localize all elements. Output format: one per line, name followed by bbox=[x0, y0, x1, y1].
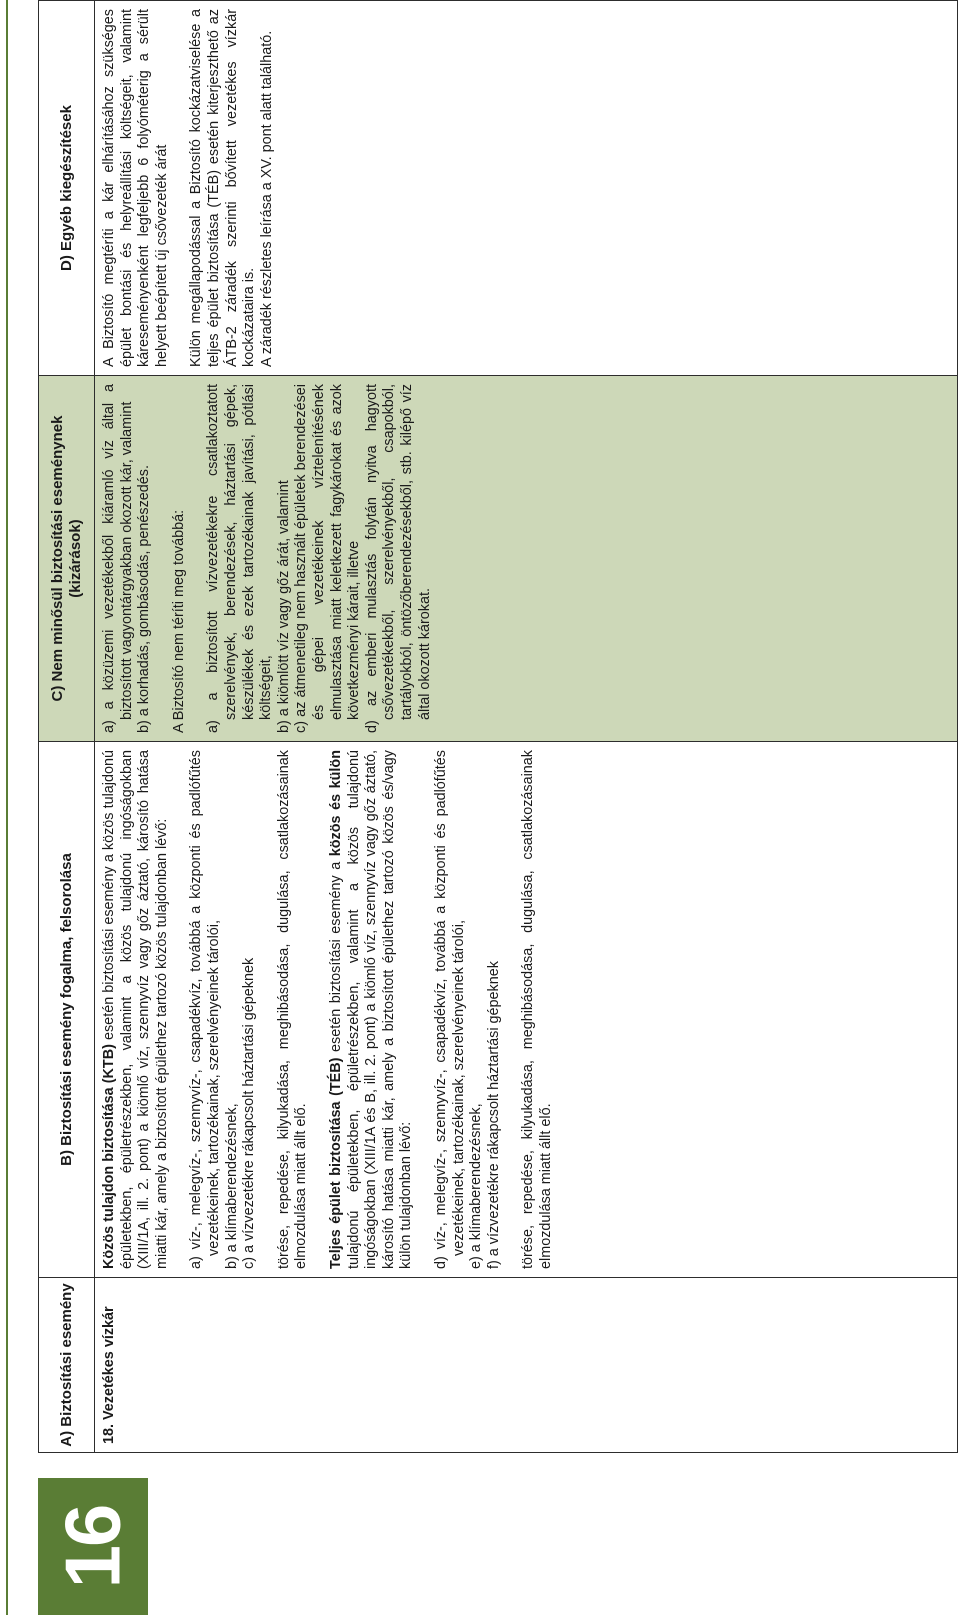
event-name: 18. Vezetékes vízkár bbox=[101, 1306, 117, 1444]
cell-exclusions bbox=[95, 375, 957, 741]
exclusion-item: c) az átmenetileg nem használt épületek berendezései és gépei vezetékeinek víztelenítésének elmulasztása miatt keletkezett fagykárokat és azok következményi kárait, illetve bbox=[293, 384, 363, 733]
teb-tail: törése, repedése, kilyukadása, meghibásodása, dugulása, csatlakozásainak elmozdulása miatt állt elő. bbox=[520, 750, 554, 1269]
exclusion-item: a) a biztosított vízvezetékekre csatlakoztatott szerelvények, berendezések, háztartási gépek, készülékek és ezek tartozékainak javítási, pótlási költségeit, bbox=[205, 384, 275, 733]
teb-item: e) a klímaberendezésnek, bbox=[468, 1103, 485, 1269]
ktb-item: a) víz-, melegvíz-, szennyvíz-, csapadékvíz, továbbá a központi és padlófűtés vezetékeinek, tartozékainak, szerelvényeinek tárolói, bbox=[188, 750, 222, 1269]
coverage-table bbox=[38, 0, 958, 1453]
header-col-c: C) Nem minősül biztosítási eseménynek (kizárások) bbox=[39, 375, 95, 741]
exclusion-item: d) az emberi mulasztás folytán nyitva hagyott csővezetékekből, szerelvényekből, csapokból, tartályokból, öntözőberendezésekből, stb. kilépő víz által okozott károkat. bbox=[363, 384, 433, 733]
exclusion-intro: A Biztosító nem téríti meg továbbá: bbox=[170, 509, 187, 733]
cell-event bbox=[95, 1277, 957, 1452]
ktb-text: esetén biztosítási esemény a közös tulajdonú épületekben, épületrészekben, valamint a közös tulajdonú ingóságokban (XIII/1A, ill. 2. pont) a kiömlő víz, szennyvíz vagy gőz áztató, károsító hatása miatti kár, amely a biztosított épülethez tartozó közös tulajdonban lévő: bbox=[101, 750, 170, 1269]
supplement-paragraph: Külön megállapodással a Biztosító kockázatviselése a teljes épület biztosítása (TÉB) esetén kiterjeszthető az ÁTB-2 záradék szerinti bővített vezetékes vízkár kockázataira is. bbox=[188, 9, 258, 367]
teb-item: f) a vízvezetékre rákapcsolt háztartási gépeknek bbox=[485, 961, 502, 1269]
left-margin-rule bbox=[6, 0, 8, 1615]
header-col-b: B) Biztosítási esemény fogalma, felsorolása bbox=[39, 741, 95, 1277]
teb-text-1: esetén biztosítási esemény a bbox=[327, 856, 344, 1058]
ktb-item: c) a vízvezetékre rákapcsolt háztartási gépeknek bbox=[241, 957, 258, 1269]
header-col-a: A) Biztosítási esemény bbox=[39, 1277, 95, 1452]
cell-definition bbox=[95, 741, 957, 1277]
teb-text-2: tulajdonú épületekben, épületrészekben, valamint a közös tulajdonú ingóságokban (XIII/1A és B, ill. 2. pont) a kiömlő víz, szennyvíz vagy gőz áztató, károsító hatása miatti kár, amely a biztosított épülethez tartozó közös és/vagy külön tulajdonban lévő: bbox=[345, 750, 415, 1269]
ktb-item: b) a klímaberendezésnek, bbox=[223, 1103, 240, 1269]
ktb-tail: törése, repedése, kilyukadása, meghibásodása, dugulása, csatlakozásainak elmozdulása miatt állt elő. bbox=[275, 750, 310, 1269]
ktb-title: Közös tulajdon biztosítása (KTB) bbox=[101, 1044, 117, 1269]
teb-paragraph bbox=[328, 750, 416, 1269]
teb-bold-2: közös és külön bbox=[327, 750, 344, 857]
teb-item: d) víz-, melegvíz-, szennyvíz-, csapadékvíz, továbbá a központi és padlófűtés vezetékeinek, tartozékainak, szerelvényeinek tárolói, bbox=[432, 750, 467, 1269]
ktb-paragraph bbox=[101, 750, 171, 1269]
header-col-d: D) Egyéb kiegészítések bbox=[39, 1, 95, 375]
supplement-paragraph: A záradék részletes leírása a XV. pont alatt található. bbox=[258, 30, 275, 367]
table-container bbox=[38, 0, 958, 1453]
exclusion-item: a) a közüzemi vezetékekből kiáramló víz által a biztosított vagyontárgyakban okozott kár, valamint bbox=[101, 384, 135, 733]
cell-supplements bbox=[95, 1, 957, 375]
exclusion-item: b) a kiömlött víz vagy gőz árát, valamint bbox=[275, 480, 292, 733]
exclusion-item: b) a korhadás, gombásodás, penészedés. bbox=[136, 465, 153, 733]
page-number-badge bbox=[38, 1478, 148, 1615]
teb-title: Teljes épület biztosítása (TÉB) bbox=[327, 1057, 344, 1269]
supplement-paragraph: A Biztosító megtéríti a kár elhárításához szükséges épület bontási és helyreállítási költségeit, valamint káreseményenként legfeljebb 6 folyóméterig a sérült helyett beépített új csővezeték árát bbox=[101, 9, 170, 367]
page-number: 16 bbox=[48, 1505, 137, 1588]
